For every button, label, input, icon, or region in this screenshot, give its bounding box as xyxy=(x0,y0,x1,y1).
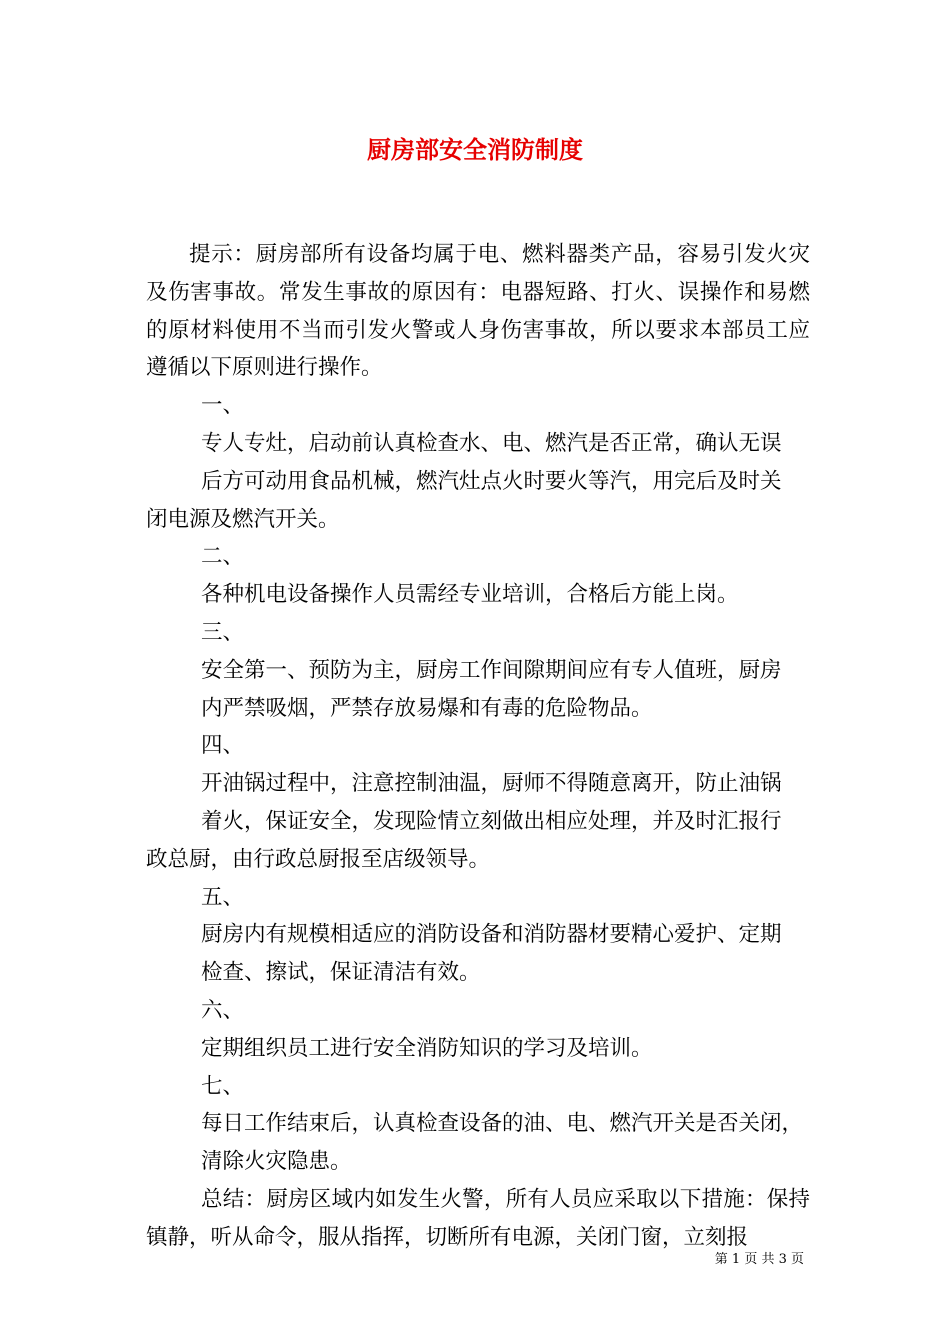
rule-text-line: 专人专灶，启动前认真检查水、电、燃汽是否正常，确认无误 xyxy=(201,430,782,456)
rule-text-line: 厨房内有规模相适应的消防设备和消防器材要精心爱护、定期 xyxy=(201,922,782,948)
rule-text-line: 安全第一、预防为主，厨房工作间隙期间应有专人值班，厨房 xyxy=(201,657,782,683)
rule-number: 二、 xyxy=(201,544,245,570)
rule-number: 三、 xyxy=(201,619,245,645)
rule-text-line: 内严禁吸烟，严禁存放易爆和有毒的危险物品。 xyxy=(201,695,653,721)
rule-text-line: 检查、擦试，保证清洁有效。 xyxy=(201,960,481,986)
page-number: 第 1 页 共 3 页 xyxy=(714,1252,804,1267)
rule-text-line: 定期组织员工进行安全消防知识的学习及培训。 xyxy=(201,1035,653,1061)
rule-text-tail: 闭电源及燃汽开关。 xyxy=(146,506,340,532)
document-body xyxy=(146,236,810,1257)
rule-number: 六、 xyxy=(201,997,245,1023)
rule-text-line: 后方可动用食品机械，燃汽灶点火时要火等汽，用完后及时关 xyxy=(201,468,782,494)
rule-number: 五、 xyxy=(201,884,245,910)
rule-text-line: 清除火灾隐患。 xyxy=(201,1149,352,1175)
rule-text-line: 着火，保证安全，发现险情立刻做出相应处理，并及时汇报行 xyxy=(201,808,782,834)
rule-text-line: 每日工作结束后，认真检查设备的油、电、燃汽开关是否关闭， xyxy=(201,1111,804,1137)
rule-list xyxy=(146,387,810,1181)
rule-number: 七、 xyxy=(201,1073,245,1099)
summary-paragraph: 总结：厨房区域内如发生火警，所有人员应采取以下措施：保持镇静，听从命令，服从指挥，切断所有电源，关闭门窗，立刻报 xyxy=(146,1186,810,1250)
rule-text-tail: 政总厨，由行政总厨报至店级领导。 xyxy=(146,846,491,872)
document-title: 厨房部安全消防制度 xyxy=(367,135,583,164)
rule-number: 一、 xyxy=(201,393,245,419)
rule-text-line: 各种机电设备操作人员需经专业培训，合格后方能上岗。 xyxy=(201,582,739,608)
rule-number: 四、 xyxy=(201,733,245,759)
rule-text-line: 开油锅过程中，注意控制油温，厨师不得随意离开，防止油锅 xyxy=(201,771,782,797)
intro-paragraph: 提示：厨房部所有设备均属于电、燃料器类产品，容易引发火灾及伤害事故。常发生事故的原因有：电器短路、打火、误操作和易燃的原材料使用不当而引发火警或人身伤害事故，所以要求本部员工应遵循以下原则进行操作。 xyxy=(146,242,810,381)
